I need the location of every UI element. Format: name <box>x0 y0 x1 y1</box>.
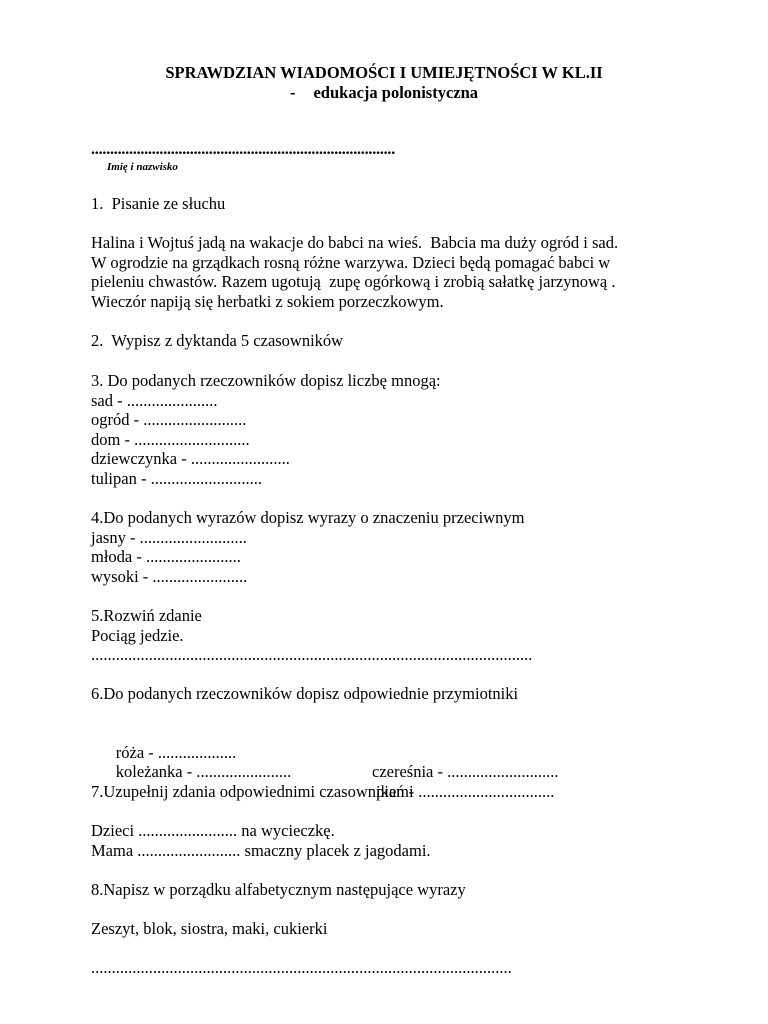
answer-line[interactable]: jasny - .......................... <box>91 527 247 547</box>
answer-line[interactable]: pień - ................................. <box>372 781 555 801</box>
task7-section <box>91 782 728 860</box>
answer-line[interactable]: ........................................................................................................... <box>91 645 533 665</box>
task6-heading: 6.Do podanych rzeczowników dopisz odpowiednie przymiotniki <box>91 684 519 703</box>
task5-heading: 5.Rozwiń zdanie <box>91 606 202 625</box>
task5-section <box>91 606 728 665</box>
answer-line[interactable]: Dzieci ........................ na wycieczkę. <box>91 821 335 841</box>
answer-line[interactable]: ...................................................................................................... <box>91 958 512 978</box>
task2-section <box>91 331 728 351</box>
page-title: SPRAWDZIAN WIADOMOŚCI I UMIEJĘTNOŚCI W KL.II <box>165 63 603 82</box>
task5-sentence: Pociąg jedzie. <box>91 625 184 645</box>
task8-heading: 8.Napisz w porządku alfabetycznym następujące wyrazy <box>91 880 466 899</box>
name-label: Imię i nazwisko <box>107 161 178 173</box>
answer-line[interactable]: sad - ...................... <box>91 390 218 410</box>
task4-heading: 4.Do podanych wyrazów dopisz wyrazy o znaczeniu przeciwnym <box>91 508 525 527</box>
answer-line[interactable]: Mama ......................... smaczny placek z jagodami. <box>91 840 431 860</box>
task3-heading: 3. Do podanych rzeczowników dopisz liczbę mnogą: <box>91 371 441 390</box>
answer-line[interactable]: młoda - ....................... <box>91 547 241 567</box>
task1-heading: 1. Pisanie ze słuchu <box>91 194 226 213</box>
task4-section <box>91 508 728 586</box>
task1-section <box>91 194 728 312</box>
page-subtitle <box>0 83 768 103</box>
dictation-line: W ogrodzie na grządkach rosną różne warzywa. Dzieci będą pomagać babci w <box>91 252 611 272</box>
answer-line[interactable]: czereśnia - ........................... <box>372 762 559 782</box>
task3-section <box>91 371 728 489</box>
task8-words: Zeszyt, blok, siostra, maki, cukierki <box>91 919 328 939</box>
subtitle-dash: - <box>289 83 296 102</box>
answer-line[interactable]: tulipan - ........................... <box>91 468 262 488</box>
answer-line[interactable]: dziewczynka - ........................ <box>91 449 290 469</box>
answer-line[interactable]: koleżanka - ....................... <box>115 762 292 782</box>
task8-section <box>91 880 728 978</box>
task7-heading: 7.Uzupełnij zdania odpowiednimi czasownikami <box>91 782 414 801</box>
name-line[interactable]: ................................................................................ <box>91 141 396 158</box>
dictation-line: Halina i Wojtuś jadą na wakacje do babci na wieś. Babcia ma duży ogród i sad. <box>91 233 619 253</box>
subtitle-text: edukacja polonistyczna <box>313 83 479 102</box>
answer-line[interactable]: róża - ................... <box>115 742 237 762</box>
dictation-line: pieleniu chwastów. Razem ugotują zupę ogórkową i zrobią sałatkę jarzynową . <box>91 272 616 292</box>
answer-line[interactable]: dom - ............................ <box>91 429 250 449</box>
task2-heading: 2. Wypisz z dyktanda 5 czasowników <box>91 331 344 350</box>
dictation-line: Wieczór napiją się herbatki z sokiem porzeczkowym. <box>91 291 444 311</box>
answer-line[interactable]: wysoki - ....................... <box>91 566 248 586</box>
answer-line[interactable]: ogród - ......................... <box>91 410 247 430</box>
